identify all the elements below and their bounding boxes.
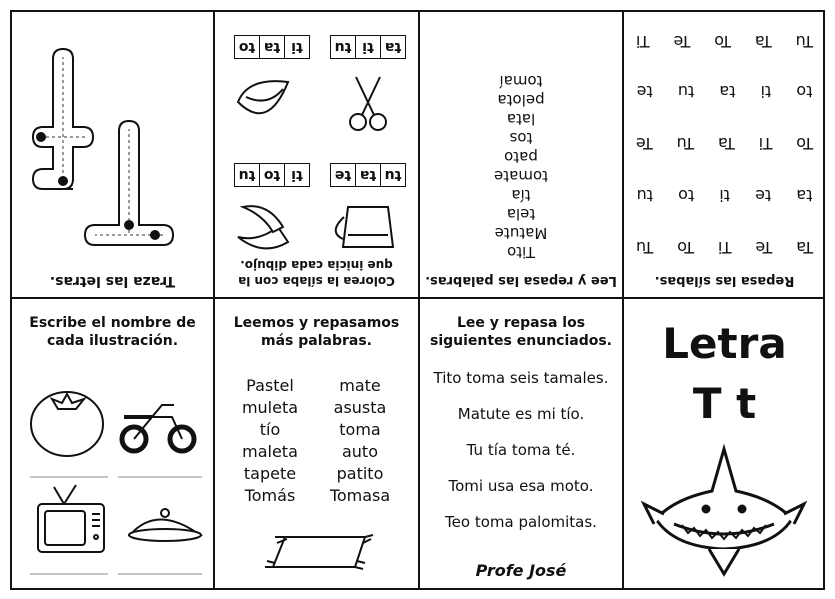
read-words-title: Lee y repasa las palabras. <box>425 273 617 288</box>
word: asusta <box>333 398 387 417</box>
syllable: to <box>796 82 813 101</box>
sentences-title-2: siguientes enunciados. <box>429 333 612 349</box>
syllable: tu <box>636 186 654 205</box>
letter-trace-drawing <box>12 12 213 297</box>
read-words-panel <box>420 12 622 297</box>
word: pelota <box>497 91 545 109</box>
rug-icon <box>265 535 373 569</box>
syllable: Te <box>673 32 691 51</box>
syllable-option[interactable]: ta <box>355 164 380 186</box>
syllable-option[interactable]: to <box>259 164 284 186</box>
word: tomate <box>494 167 548 185</box>
more-words-title-1: Leemos y repasamos <box>233 315 400 331</box>
word: mate <box>339 376 381 395</box>
scissors-icon <box>350 77 386 130</box>
word: Matute <box>494 224 548 242</box>
cup-icon <box>336 207 393 247</box>
booklet-sheet <box>10 10 825 590</box>
color-title-1: Colorea la sílaba con la <box>238 274 395 288</box>
write-title-1: Escribe el nombre de <box>29 315 196 331</box>
sentence: Tito toma seis tamales. <box>433 369 609 387</box>
syllable: ti <box>719 186 731 205</box>
word: tos <box>509 129 533 147</box>
word: maleta <box>242 442 298 461</box>
write-title-2: cada ilustración. <box>46 333 179 349</box>
syllable: To <box>796 134 814 153</box>
sentences-title-1: Lee y repasa los <box>456 315 586 331</box>
syllable-option[interactable]: te <box>334 167 352 183</box>
word: tomaí <box>499 72 543 90</box>
syllable-option[interactable]: ti <box>284 36 309 58</box>
word: patito <box>336 464 384 483</box>
syllable: ta <box>796 186 813 205</box>
syllable: Ti <box>717 238 732 257</box>
word: tela <box>506 205 536 223</box>
cover-letters: T t <box>692 379 757 428</box>
rug-drawing <box>215 299 418 590</box>
word: Tomás <box>244 486 296 505</box>
syllable: Tu <box>795 32 814 51</box>
tomato-icon <box>31 392 103 456</box>
more-words-panel <box>215 299 418 590</box>
television-icon <box>38 485 104 552</box>
sentences-panel <box>420 299 622 590</box>
syllable: ta <box>719 82 736 101</box>
word: Tomasa <box>329 486 391 505</box>
syllable: ti <box>760 82 772 101</box>
syllable: Ta <box>796 238 814 257</box>
syllable: Tu <box>635 238 654 257</box>
word: muleta <box>241 398 299 417</box>
syllable-option[interactable]: tu <box>334 39 352 55</box>
word: toma <box>339 420 381 439</box>
syllable: te <box>636 82 653 101</box>
syllable: Te <box>635 134 653 153</box>
syllable: Ta <box>754 32 772 51</box>
shark-icon <box>644 449 804 574</box>
motorcycle-icon <box>122 405 194 451</box>
trace-panel <box>12 12 213 297</box>
syllable-option[interactable]: ta <box>259 36 284 58</box>
cover-panel <box>624 299 825 590</box>
syllable-option[interactable]: ta <box>380 36 405 58</box>
sentence: Teo toma palomitas. <box>445 513 597 531</box>
word: tía <box>511 186 531 204</box>
syllable-row <box>624 82 825 101</box>
word: auto <box>341 442 378 461</box>
color-syllable-panel <box>215 12 418 297</box>
pot-lid-icon <box>129 509 201 541</box>
syllable-row <box>624 32 825 51</box>
syllable: tu <box>677 82 695 101</box>
syllable: Tu <box>676 134 695 153</box>
word: tapete <box>243 464 297 483</box>
syllable-option[interactable]: to <box>238 39 256 55</box>
syllable-option[interactable]: ti <box>355 36 380 58</box>
shark-drawing <box>624 299 825 590</box>
write-drawings <box>12 299 213 590</box>
word: tío <box>259 420 281 439</box>
word-list <box>420 71 622 261</box>
signature: Profe José <box>475 561 567 580</box>
syllable: Ti <box>758 134 773 153</box>
taco-icon <box>238 81 288 113</box>
syllable: Ta <box>717 134 735 153</box>
syllables-panel <box>624 12 825 297</box>
syllable-option[interactable]: tu <box>380 164 405 186</box>
syllable: Ti <box>635 32 650 51</box>
word: Pastel <box>246 376 294 395</box>
word: lata <box>506 110 536 128</box>
word: pato <box>504 148 538 166</box>
cover-title: Letra <box>662 319 787 368</box>
word: Tito <box>507 243 535 261</box>
syllable-row <box>624 186 825 205</box>
write-names-panel <box>12 299 213 590</box>
syllable-option[interactable]: tu <box>238 167 256 183</box>
picture-drawings <box>215 12 418 297</box>
sentence: Tomi usa esa moto. <box>448 477 594 495</box>
syllable-option[interactable]: ti <box>284 164 309 186</box>
syllable: to <box>678 186 695 205</box>
sentence: Matute es mi tío. <box>457 405 585 423</box>
syllable-row <box>624 238 825 257</box>
syllable-row <box>624 134 825 153</box>
sentence: Tu tía toma té. <box>466 441 576 459</box>
syllables-title: Repasa las sílabas. <box>654 273 795 288</box>
more-words-title-2: más palabras. <box>261 333 372 349</box>
syllable: To <box>714 32 732 51</box>
syllable: Te <box>755 238 773 257</box>
syllable: te <box>755 186 772 205</box>
trace-title: Traza las letras. <box>49 273 176 289</box>
syllable: To <box>677 238 695 257</box>
color-title-2: que inicia cada dibujo. <box>240 258 393 272</box>
banana-icon <box>238 206 288 248</box>
